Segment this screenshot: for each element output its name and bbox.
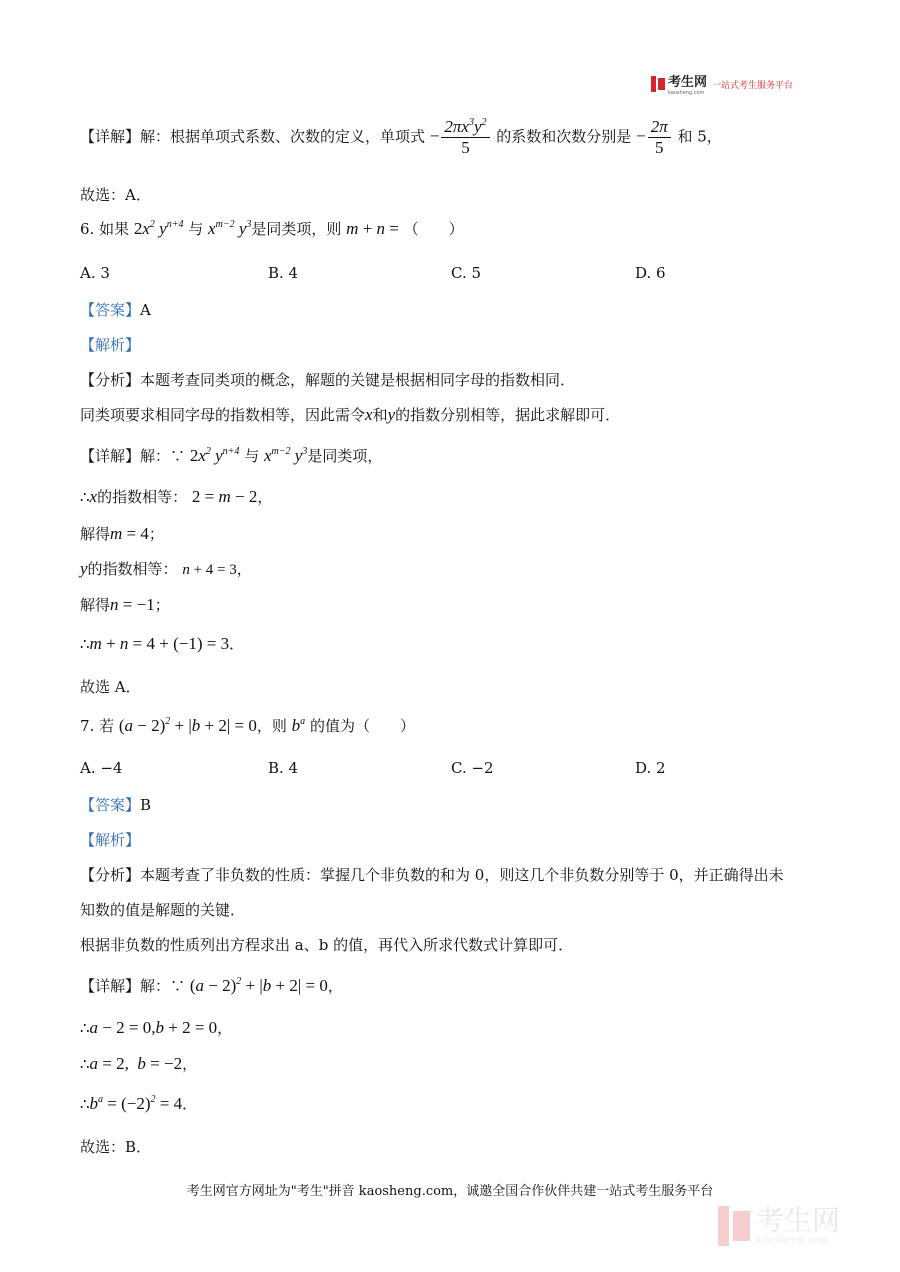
logo-slogan: 一站式考生服务平台 — [712, 80, 794, 91]
q6-fenxi-line2: 同类项要求相同字母的指数相等，因此需令x和y的指数分别相等，据此求解即可． — [80, 405, 621, 424]
q5-detail: 【详解】解：根据单项式系数、次数的定义，单项式 − $\frac{2\pi x^3y^2}{5}$ 的系数和次数分别是 − $\frac{2\pi}{5}$ 和 5， — [80, 117, 722, 157]
q7-step2: ∴a = 2, b = −2， — [80, 1054, 198, 1073]
page-footer: 考生网官方网址为"考生"拼音 kaosheng.com，诚邀全国合作伙伴共建一站式考生服务平台 — [186, 1184, 714, 1199]
logo-wordmark: 考生网 kaosheng.com — [668, 75, 708, 96]
q7-stem: 7. 若 $(a - 2)^2 + |b + 2| = 0$，则 $b^a$ 的值为（ ） — [80, 716, 415, 735]
q7-option-d: D. 2 — [635, 759, 666, 777]
q7-option-a: A. −4 — [80, 759, 123, 777]
q7-option-c: C. −2 — [451, 759, 494, 777]
q7-conclusion: 故选：B． — [80, 1138, 152, 1156]
q6-step3: y的指数相等： n + 4 = 3， — [80, 559, 252, 578]
q7-step1: ∴a − 2 = 0,b + 2 = 0， — [80, 1018, 233, 1037]
watermark: 考生网 kaosheng.com — [718, 1202, 878, 1250]
q6-answer: 【答案】A — [80, 301, 151, 319]
q6-conclusion: 故选 A． — [80, 678, 141, 696]
q7-fenxi-line2: 知数的值是解题的关键． — [80, 901, 246, 919]
fraction-coefficient: $\frac{2\pi}{5}$ — [648, 118, 671, 157]
q6-option-a: A. 3 — [80, 264, 110, 282]
q7-detail: 【详解】解：∵ $(a - 2)^2 + |b + 2| = 0$， — [80, 976, 343, 995]
q6-step5: ∴m + n = 4 + (−1) = 3． — [80, 634, 245, 653]
q6-fenxi: 【分析】本题考查同类项的概念，解题的关键是根据相同字母的指数相同． — [80, 371, 576, 389]
q6-option-c: C. 5 — [451, 264, 482, 282]
q6-step4: 解得n = −1； — [80, 595, 170, 614]
q6-detail: 【详解】解：∵ $2x^2$ $y^{n+4}$ 与 $x^{m-2}$ $y^3$是同类项， — [80, 446, 383, 465]
q6-step2: 解得m = 4； — [80, 524, 164, 543]
q7-step3: $\therefore b^a = (-2)^2 = 4$． — [80, 1094, 198, 1113]
q7-fenxi: 【分析】本题考查了非负数的性质：掌握几个非负数的和为 0，则这几个非负数分别等于 0，并正确得出未 — [80, 866, 784, 884]
q6-option-b: B. 4 — [268, 264, 299, 282]
q7-analysis-label: 【解析】 — [80, 831, 141, 849]
q6-stem: 6. 如果 $2x^2$ $y^{n+4}$ 与 $x^{m-2}$ $y^3$是同类项，则 m + n = （ ） — [80, 219, 464, 238]
header-logo — [651, 74, 793, 94]
q7-fenxi-line3: 根据非负数的性质列出方程求出 a、b 的值，再代入所求代数式计算即可． — [80, 936, 574, 954]
q5-conclusion: 故选：A． — [80, 186, 151, 204]
logo-mark-icon — [651, 76, 665, 92]
q6-option-d: D. 6 — [635, 264, 666, 282]
q7-option-b: B. 4 — [268, 759, 299, 777]
fraction-monomial: $\frac{2\pi x^3y^2}{5}$ — [441, 118, 489, 157]
watermark-logo-icon — [718, 1206, 750, 1246]
q7-answer: 【答案】B — [80, 796, 152, 814]
q6-step1: ∴x的指数相等： 2 = m − 2， — [80, 487, 273, 506]
q6-analysis-label: 【解析】 — [80, 336, 141, 354]
